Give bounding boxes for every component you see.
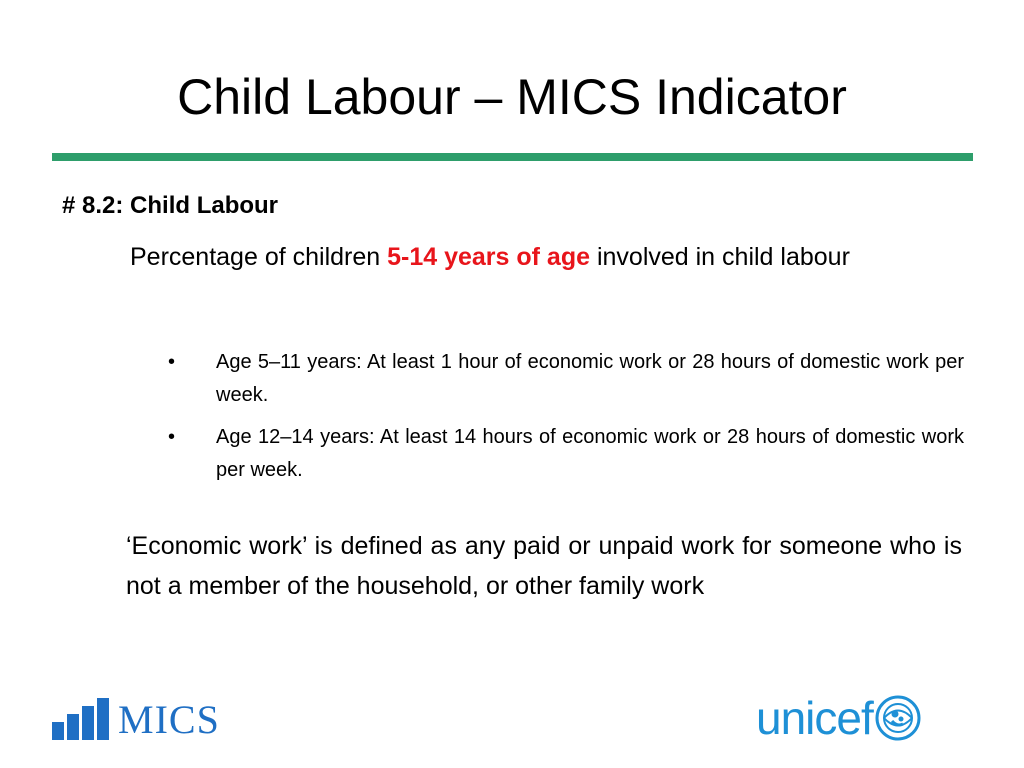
slide-title: Child Labour – MICS Indicator [177,69,847,125]
bullet-icon: • [168,426,176,448]
mics-logo [52,696,220,740]
economic-work-definition: ‘Economic work’ is defined as any paid or unpaid work for someone who is not a member of the household, or other family work [126,532,962,600]
bar-chart-icon [52,698,112,740]
lead-text-after: involved in child labour [590,243,850,271]
indicator-definition [130,238,962,276]
unicef-logo [756,690,921,746]
age-criteria-list [168,346,964,496]
title-divider [52,153,973,161]
unicef-emblem-icon [875,695,921,741]
lead-text-before: Percentage of children [130,243,388,271]
mics-logo-text: MICS [118,697,220,742]
unicef-logo-text: unicef [756,692,873,744]
age-range-highlight: 5-14 years of age [387,243,591,271]
indicator-heading: # 8.2: Child Labour [62,192,279,219]
bullet-icon: • [168,351,176,373]
list-item [168,421,964,487]
list-item [168,346,964,412]
list-item-text: Age 5–11 years: At least 1 hour of economic work or 28 hours of domestic work per week. [216,351,964,406]
list-item-text: Age 12–14 years: At least 14 hours of economic work or 28 hours of domestic work per week. [216,426,964,481]
